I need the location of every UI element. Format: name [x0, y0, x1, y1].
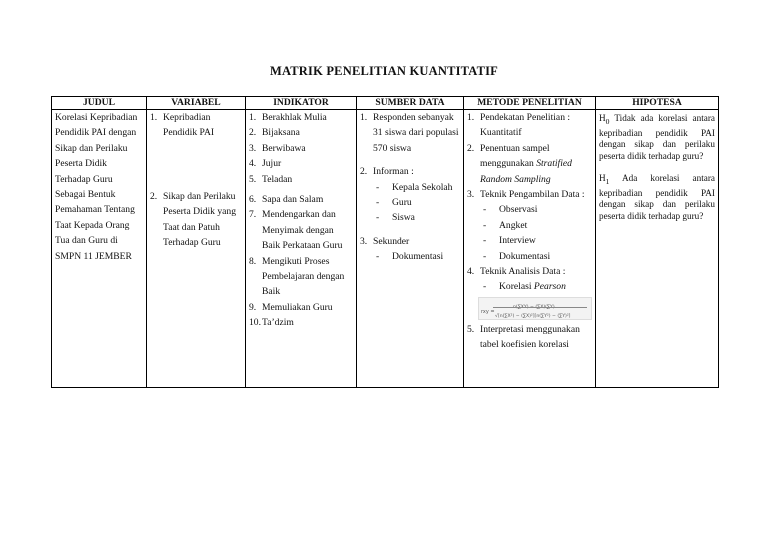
list-item: 4. Jujur [249, 158, 282, 170]
research-matrix-table [51, 96, 719, 388]
list-item: 2. Penentuan sampel menggunakan Stratified Random Sampling [467, 142, 572, 185]
cell-sumber-data [357, 110, 464, 388]
list-item: 1. Responden sebanyak 31 siswa dari populasi 570 siswa [360, 112, 459, 154]
header-hipotesa: HIPOTESA [596, 97, 719, 110]
sub-list-item: - Observasi [483, 204, 538, 216]
hypothesis-h1: $H_1$ Ada korelasi antara kepribadian pendidik PAI dengan sikap dan perilaku peserta didik terhadap guru? [599, 173, 715, 222]
header-indikator: INDIKATOR [246, 97, 357, 110]
list-item: 2. Bijaksana [249, 127, 300, 139]
cell-metode-penelitian [464, 110, 596, 388]
pearson-formula-image: rxy = n(∑XY) − (∑X)(∑Y) √[n(∑X²) − (∑X)²][n(∑Y²) − (∑Y)²] [478, 297, 592, 320]
header-metode-penelitian: METODE PENELITIAN [464, 97, 596, 110]
list-item: 8. Mengikuti Proses Pembelajaran dengan Baik [249, 255, 345, 298]
list-item: 5. Teladan [249, 173, 293, 185]
cell-judul [52, 110, 147, 388]
sub-list-item: - Kepala Sekolah [376, 181, 453, 193]
sub-list-item: - Guru [376, 197, 412, 209]
list-item: 5. Interpretasi menggunakan tabel koefisien korelasi [467, 323, 580, 351]
list-item: 1. Berakhlak Mulia [249, 112, 327, 123]
sub-list-item: - Korelasi Pearson [483, 281, 566, 293]
header-sumber-data: SUMBER DATA [357, 97, 464, 110]
list-item: 3. Berwibawa [249, 142, 306, 154]
list-item: 4. Teknik Analisis Data : [467, 266, 566, 278]
list-item: 3. Teknik Pengambilan Data : [467, 189, 585, 201]
header-row [52, 97, 719, 110]
sub-list-item: - Siswa [376, 212, 415, 224]
judul-text: Korelasi Kepribadian Pendidik PAI dengan Sikap dan Perilaku Peserta Didik Terhadap Guru Sebagai Bentuk Pemahaman Tentang Taat Kepada Orang Tua dan Guru di SMPN 11 JEMBER [55, 112, 138, 262]
sub-list-item: - Dokumentasi [376, 251, 444, 263]
list-item: 2. Informan : [360, 166, 414, 178]
sub-list-item: - Angket [483, 219, 528, 231]
sub-list-item: - Dokumentasi [483, 250, 551, 262]
page-title: MATRIK PENELITIAN KUANTITATIF [269, 64, 499, 78]
header-variabel: VARIABEL [147, 97, 246, 110]
cell-hipotesa [596, 110, 719, 388]
header-judul: JUDUL [52, 97, 147, 110]
list-item: 1. Pendekatan Penelitian : Kuantitatif [467, 112, 571, 139]
list-item: 6. Sapa dan Salam [249, 194, 324, 206]
hypothesis-h0: $H_0$ Tidak ada korelasi antara kepribadian pendidik PAI dengan sikap dan perilaku peserta didik terhadap guru? [599, 113, 715, 162]
table-row [52, 110, 719, 388]
list-item: 10. Ta’dzim [249, 317, 294, 329]
list-item: 1. Kepribadian Pendidik PAI [150, 112, 215, 139]
list-item: 3. Sekunder [360, 235, 410, 247]
list-item: 9. Memuliakan Guru [249, 301, 333, 313]
list-item: 2. Sikap dan Perilaku Peserta Didik yang Taat dan Patuh Terhadap Guru [150, 190, 237, 249]
cell-variabel [147, 110, 246, 388]
list-item: 7. Mendengarkan dan Menyimak dengan Baik Perkataan Guru [249, 209, 343, 252]
sub-list-item: - Interview [483, 235, 536, 247]
cell-indikator [246, 110, 357, 388]
